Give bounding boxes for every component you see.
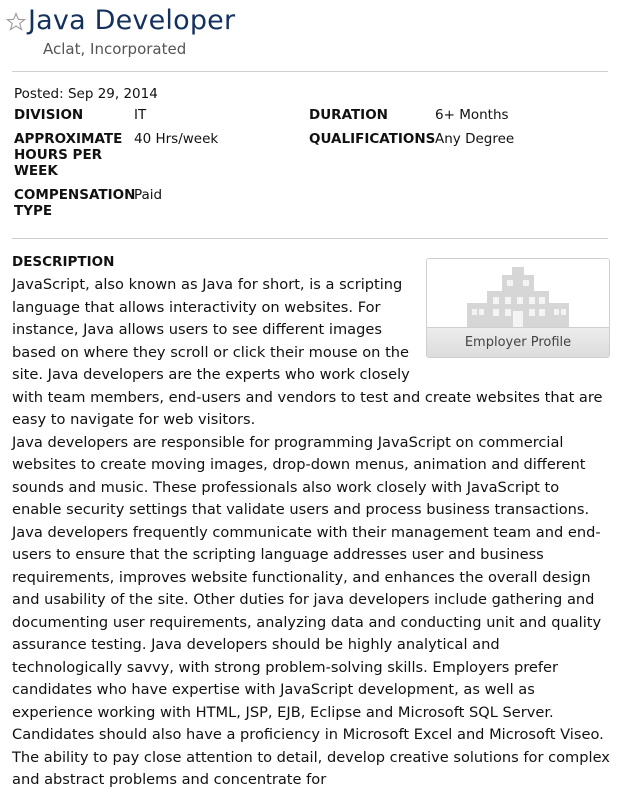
compensation-label	[14, 187, 135, 219]
compensation-label-line: COMPENSATION	[14, 187, 136, 203]
compensation-value: Paid	[134, 187, 163, 203]
description-heading: DESCRIPTION	[12, 254, 115, 270]
hours-label-line: APPROXIMATE	[14, 131, 123, 147]
hours-value: 40 Hrs/week	[134, 131, 219, 147]
favorite-star-icon[interactable]	[6, 12, 26, 32]
job-title: Java Developer	[28, 4, 236, 36]
hours-label-line: HOURS PER	[14, 147, 103, 163]
division-label: DIVISION	[14, 107, 84, 123]
divider	[12, 238, 608, 239]
posted-date: Posted: Sep 29, 2014	[14, 86, 158, 102]
description-body	[12, 274, 612, 792]
duration-label: DURATION	[309, 107, 388, 123]
employer-profile-label: Employer Profile	[427, 327, 609, 358]
description-paragraph: JavaScript, also known as Java for short, is a scripting language that allows interactivity on websites. For instance, Java allows users to see different images based on where they scroll or click their mouse on the site. Java developers are the experts who work closely with team members, end-users and vendors to test and create websites that are easy to navigate for web visitors.	[12, 276, 603, 428]
description-paragraph: Java developers are responsible for programming JavaScript on commercial websites to create moving images, drop-down menus, animation and different sounds and music. These professionals also work closely with JavaScript to enable security settings that validate users and process business transactions. Java developers frequently communicate with their management team and end-users to ensure that the scripting language addresses user and business requirements, improves website functionality, and enhances the overall design and usability of the site. Other duties for java developers include gathering and documenting user requirements, analyzing data and conducting unit and quality assurance testing. Java developers should be highly analytical and technologically savvy, with strong problem-solving skills. Employers prefer candidates who have expertise with JavaScript development, as well as experience working with HTML, JSP, EJB, Eclipse and Microsoft SQL Server. Candidates should also have a proficiency in Microsoft Excel and Microsoft Viseo. The ability to pay close attention to detail, develop creative solutions for complex and abstract problems and concentrate for	[12, 433, 610, 788]
company-name[interactable]: Aclat, Incorporated	[43, 40, 187, 58]
division-value: IT	[134, 107, 147, 123]
qualifications-label: QUALIFICATIONS	[309, 131, 436, 147]
hours-label	[14, 131, 122, 179]
divider	[12, 71, 608, 72]
duration-value: 6+ Months	[435, 107, 509, 123]
compensation-label-line: TYPE	[14, 203, 53, 219]
profile-spacer	[412, 274, 612, 378]
qualifications-value: Any Degree	[435, 131, 515, 147]
job-header	[6, 0, 235, 40]
hours-label-line: WEEK	[14, 163, 58, 179]
